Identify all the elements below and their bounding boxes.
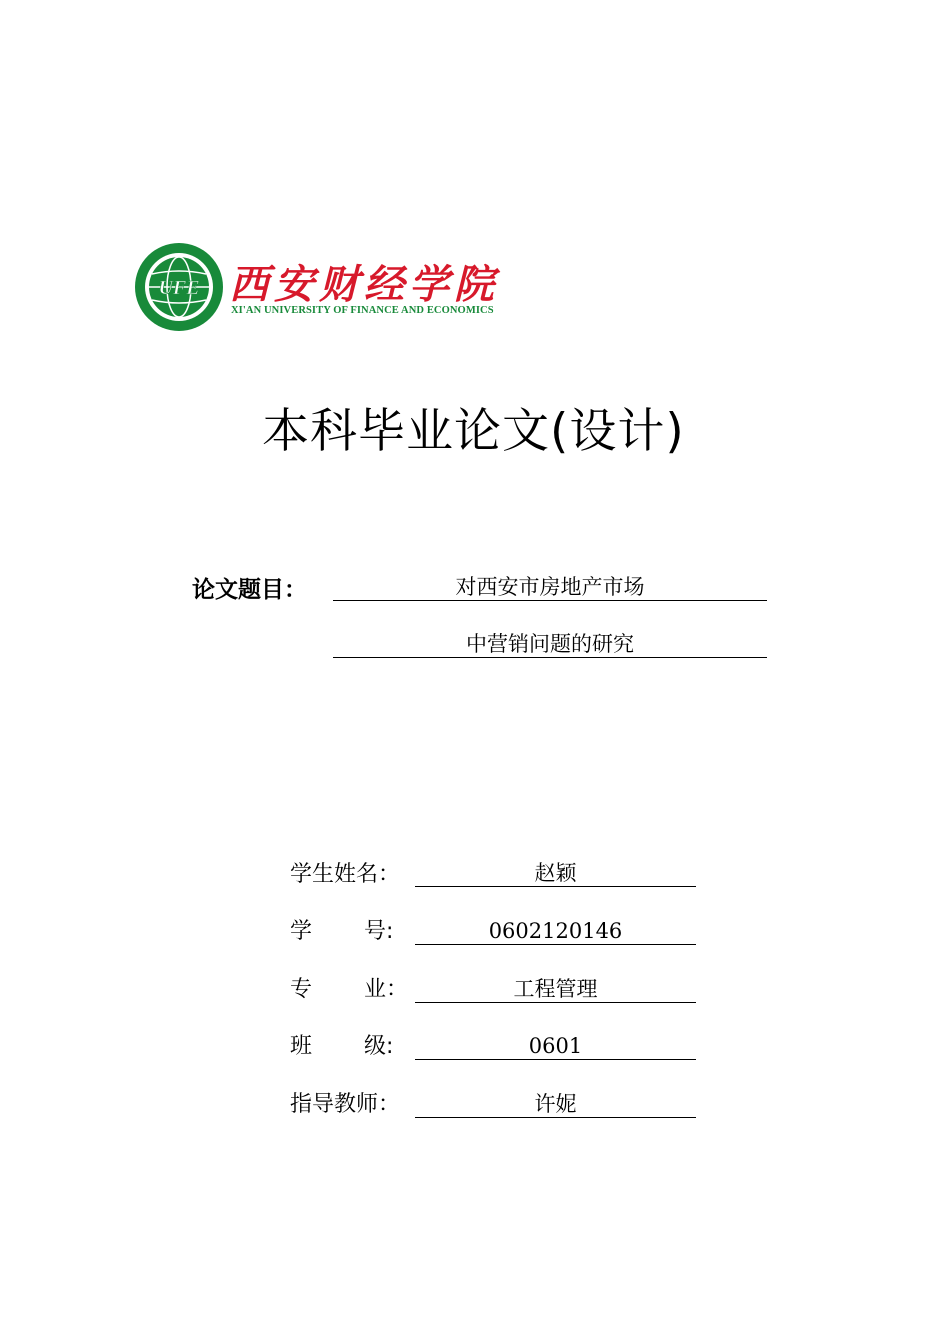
document-title: 本科毕业论文(设计) [262,404,685,459]
thesis-title-label: 论文题目： [192,577,307,603]
student-id-value: 0602120146 [415,918,696,945]
university-seal-icon [134,241,224,333]
thesis-title-line-2: 中营销问题的研究 [333,631,767,658]
university-logo [134,241,514,333]
student-id-label: 学 号: [290,919,394,944]
class-label: 班 级: [290,1034,394,1059]
thesis-title-line-1: 对西安市房地产市场 [333,574,767,601]
seal-text: UFE [158,277,200,299]
university-name-en: XI'AN UNIVERSITY OF FINANCE AND ECONOMICS [231,305,494,316]
major-value: 工程管理 [415,976,696,1003]
student-name-label: 学生姓名： [290,862,401,887]
advisor-label: 指导教师： [290,1092,401,1117]
major-label: 专 业： [290,977,409,1002]
advisor-value: 许妮 [415,1091,696,1118]
university-name-cn: 西安财经学院 [229,261,499,308]
class-value: 0601 [415,1033,696,1060]
student-name-value: 赵颖 [415,860,696,887]
